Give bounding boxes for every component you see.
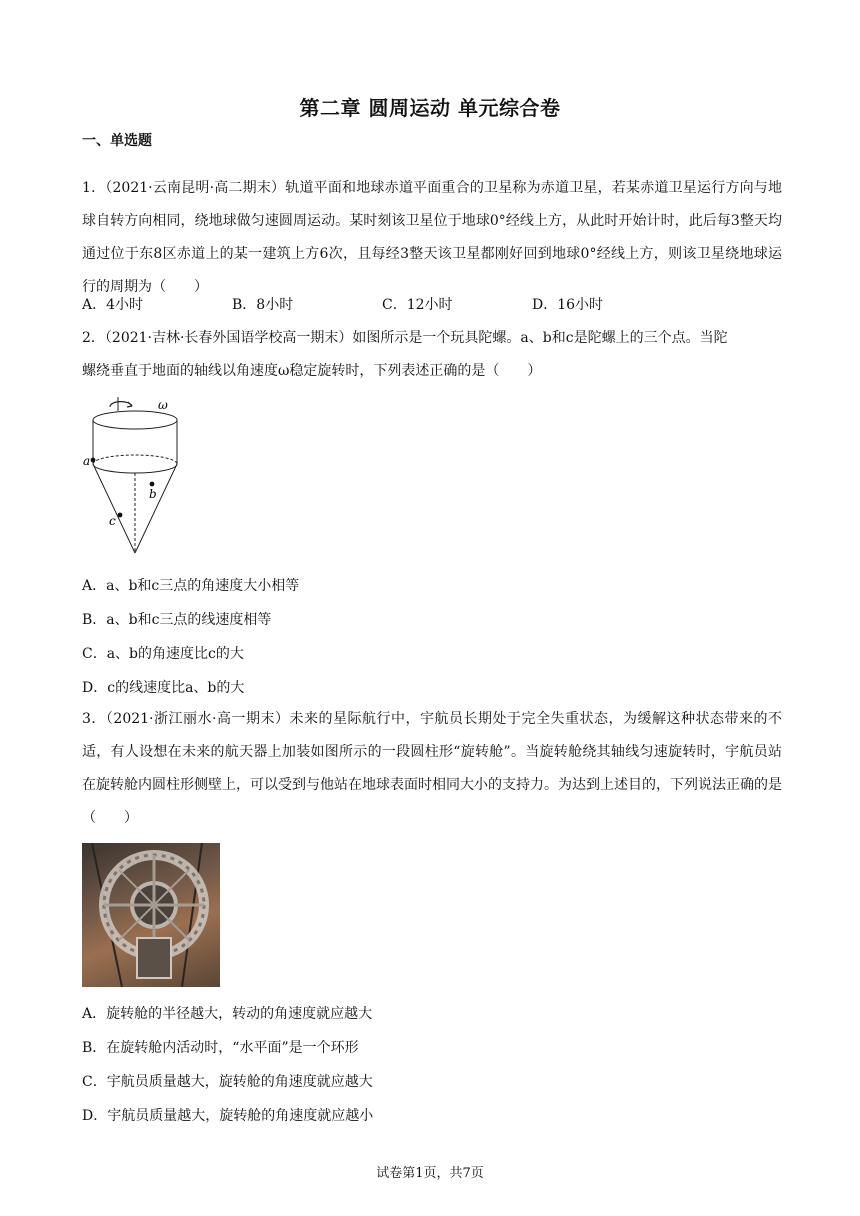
point-a xyxy=(91,458,96,463)
label-b: b xyxy=(149,487,157,501)
q1-option-b[interactable]: B．8小时 xyxy=(232,297,294,313)
omega-label: ω xyxy=(158,398,168,412)
q1-option-a[interactable]: A．4小时 xyxy=(82,297,144,313)
q3-option-d[interactable]: D．宇航员质量越大，旋转舱的角速度就应越小 xyxy=(82,1108,374,1124)
q3-option-c[interactable]: C．宇航员质量越大，旋转舱的角速度就应越大 xyxy=(82,1074,373,1090)
rotating-cabin-photo xyxy=(82,843,220,987)
middle-ellipse-back xyxy=(93,455,177,464)
q3-option-a[interactable]: A．旋转舱的半径越大，转动的角速度就应越大 xyxy=(82,1006,373,1022)
section-heading: 一、单选题 xyxy=(82,133,152,149)
label-a: a xyxy=(83,454,91,468)
rotating-cabin-illustration xyxy=(82,843,220,987)
label-c: c xyxy=(109,514,116,528)
q2-option-a[interactable]: A．a、b和c三点的角速度大小相等 xyxy=(82,578,300,594)
q2-option-b[interactable]: B．a、b和c三点的线速度相等 xyxy=(82,612,272,628)
page-footer: 试卷第1页，共7页 xyxy=(376,1166,484,1181)
question-3-text: 3．（2021·浙江丽水·高一期末）未来的星际航行中，宇航员长期处于完全失重状态，为缓解这种状态带来的不适，有人设想在未来的航天器上加装如图所示的一段圆柱形“旋转舱”。当旋转舱绕其轴线匀速旋转时，宇航员站在旋转舱内圆柱形侧壁上，可以受到与他站在地球表面时相同大小的支持力。为达到上述目的，下列说法正确的是（ ） xyxy=(82,711,782,826)
q2-option-c[interactable]: C．a、b的角速度比c的大 xyxy=(82,646,244,662)
point-b xyxy=(150,482,155,487)
cone-left xyxy=(93,464,135,553)
page-title: 第二章 圆周运动 单元综合卷 xyxy=(299,96,561,120)
question-1-text: 1．（2021·云南昆明·高二期末）轨道平面和地球赤道平面重合的卫星称为赤道卫星，若某赤道卫星运行方向与地球自转方向相同，绕地球做匀速圆周运动。某时刻该卫星位于地球0°经线上方，从此时开始计时，此后每3整天均通过位于东8区赤道上的某一建筑上方6次，且每经3整天该卫星都刚好回到地球0°经线上方，则该卫星绕地球运行的周期为（ ） xyxy=(82,180,782,295)
q3-option-b[interactable]: B．在旋转舱内活动时，“水平面”是一个环形 xyxy=(82,1040,359,1056)
cone-right xyxy=(135,464,177,553)
point-c xyxy=(118,513,123,518)
question-2-line-2: 螺绕垂直于地面的轴线以角速度ω稳定旋转时，下列表述正确的是（ ） xyxy=(82,363,542,379)
q1-option-d[interactable]: D．16小时 xyxy=(532,297,604,313)
q2-option-d[interactable]: D．c的线速度比a、b的大 xyxy=(82,680,245,696)
question-2-line-1: 2．（2021·吉林·长春外国语学校高一期末）如图所示是一个玩具陀螺。a、b和c是陀螺上的三个点。当陀 xyxy=(82,330,728,346)
q1-option-c[interactable]: C．12小时 xyxy=(382,297,453,313)
cylinder-top xyxy=(93,411,177,429)
middle-ellipse-front xyxy=(93,464,177,473)
spinning-top-figure xyxy=(80,395,190,560)
